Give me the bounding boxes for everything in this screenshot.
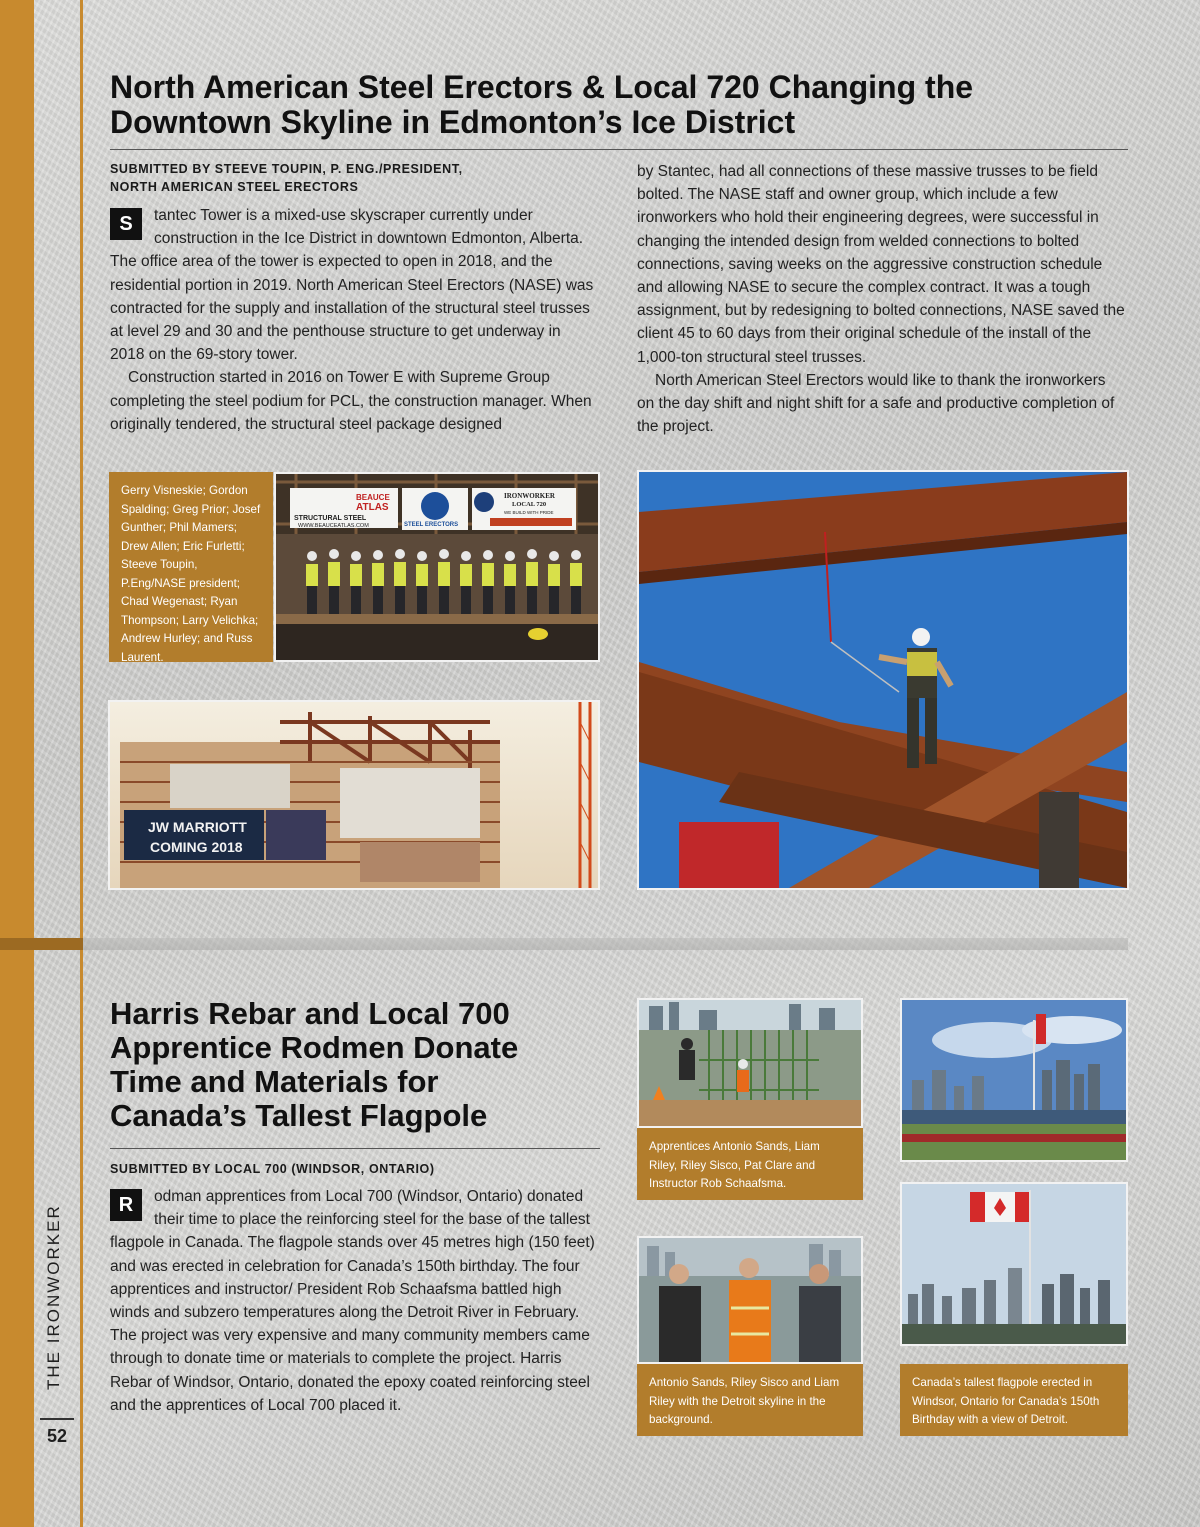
article2-headline-line1: Harris Rebar and Local 700 <box>110 996 510 1031</box>
article1-byline-line1: SUBMITTED BY STEEVE TOUPIN, P. ENG./PRESIDENT, <box>110 162 463 176</box>
article2-caption-3: Canada’s tallest flagpole erected in Windsor, Ontario for Canada’s 150th Birthday with a view of Detroit. <box>900 1364 1128 1436</box>
article2-dropcap: R <box>110 1189 142 1221</box>
article1-caption: Gerry Visneskie; Gordon Spalding; Greg Prior; Josef Gunther; Phil Mamers; Drew Allen; Eric Furletti; Steeve Toupin, P.Eng/NASE president; Chad Wegenast; Ryan Thompson; Larry Velichka; Andrew Hurley; and Russ Laurent. <box>109 472 273 662</box>
article1-paragraph-4: North American Steel Erectors would like to thank the ironworkers on the day shift and night shift for a safe and productive completion of the project. <box>637 371 1115 436</box>
left-accent-bar <box>0 0 34 1527</box>
article2-headline <box>110 997 600 1133</box>
page-number: 52 <box>40 1418 74 1447</box>
banner-structural-steel: STRUCTURAL STEEL <box>294 515 367 522</box>
banner-steel-erectors: STEEL ERECTORS <box>404 522 459 528</box>
flagpole-skyline-photo-1 <box>900 998 1128 1162</box>
banner-we-build: WE BUILD WITH PRIDE <box>504 510 554 515</box>
sign-jw-marriott: JW MARRIOTT <box>148 819 247 835</box>
article1-dropcap: S <box>110 208 142 240</box>
article2-headline-line4: Canada’s Tallest Flagpole <box>110 1098 488 1134</box>
apprentices-portrait-photo <box>637 1236 863 1364</box>
article1-byline <box>110 160 600 196</box>
article2-caption-2: Antonio Sands, Riley Sisco and Liam Riley with the Detroit skyline in the background. <box>637 1364 863 1436</box>
article2-headline-line2: Apprentice Rodmen Donate <box>110 1030 519 1066</box>
sign-coming-2018: COMING 2018 <box>150 839 243 855</box>
article1-headline: North American Steel Erectors & Local 720 Changing the Downtown Skyline in Edmonton’s Ice District <box>110 69 974 141</box>
article1-column-right <box>637 160 1127 438</box>
article1-column-left <box>110 204 598 436</box>
section-divider-accent <box>0 938 83 950</box>
article2-column <box>110 1185 598 1417</box>
article1-paragraph-3: by Stantec, had all connections of these massive trusses to be field bolted. The NASE staff and owner group, which include a few ironworkers who hold their engineering degrees, were successful in changing the intended design from welded connections to bolted connections, saving weeks on the aggressive construction schedule and allowing NASE to secure the complex contract. It was a tough assignment, but by redesigning to bolted connections, NASE saved the client 45 to 60 days from their original schedule of the install of the 1,000-ton structural steel trusses. <box>637 163 1125 366</box>
banner-atlas: ATLAS <box>356 502 389 513</box>
article2-caption-1: Apprentices Antonio Sands, Liam Riley, Riley Sisco, Pat Clare and Instructor Rob Schaafsma. <box>637 1128 863 1200</box>
banner-beauce: BEAUCE <box>356 493 390 502</box>
article1-paragraph-1-text: tantec Tower is a mixed-use skyscraper currently under construction in the Ice District in downtown Edmonton, Alberta. The office area of the tower is expected to open in 2018, and the residential portion in 2019. North American Steel Erectors (NASE) was contracted for the supply and installation of the structural steel trusses at level 29 and 30 and the penthouse structure to get underway in 2018 on the 69-story tower. <box>110 207 594 364</box>
rebar-site-photo <box>637 998 863 1128</box>
article2-rule <box>110 1148 600 1149</box>
article1-byline-line2: NORTH AMERICAN STEEL ERECTORS <box>110 180 359 195</box>
article2-byline: SUBMITTED BY LOCAL 700 (WINDSOR, ONTARIO) <box>110 1162 435 1176</box>
article2-paragraph-1 <box>110 1185 598 1417</box>
article1-rule <box>110 149 1128 150</box>
article2-headline-line3: Time and Materials for <box>110 1064 439 1100</box>
article2-paragraph-1-text: odman apprentices from Local 700 (Windsor, Ontario) donated their time to place the reinforcing steel for the base of the tallest flagpole in Canada. The flagpole stands over 45 metres high (150 feet) and was erected in celebration for Canada’s 150th birthday. The four apprentices and instructor/ President Rob Schaafsma battled high winds and subzero temperatures along the Detroit River in February. The project was very expensive and many community members came through to donate time or materials to complete the project. Harris Rebar of Windsor, Ontario, donated the epoxy coated reinforcing steel and the apprentices of Local 700 placed it. <box>110 1188 595 1414</box>
article1-paragraph-2: Construction started in 2016 on Tower E with Supreme Group completing the steel podium for PCL, the construction manager. When originally tendered, the structural steel package designed <box>110 369 592 433</box>
banner-website: WWW.BEAUCEATLAS.COM <box>298 523 369 529</box>
section-divider-band <box>0 938 1128 950</box>
crew-group-photo <box>274 472 600 662</box>
publication-name: THE IRONWORKER <box>44 1204 63 1390</box>
banner-ironworker: IRONWORKER <box>504 492 555 500</box>
banner-local-720: LOCAL 720 <box>512 501 547 508</box>
left-accent-rule <box>80 0 83 1527</box>
flagpole-skyline-photo-2 <box>900 1182 1128 1346</box>
article1-paragraph-1 <box>110 204 598 366</box>
building-construction-photo <box>108 700 600 890</box>
ironworker-truss-photo <box>637 470 1129 890</box>
